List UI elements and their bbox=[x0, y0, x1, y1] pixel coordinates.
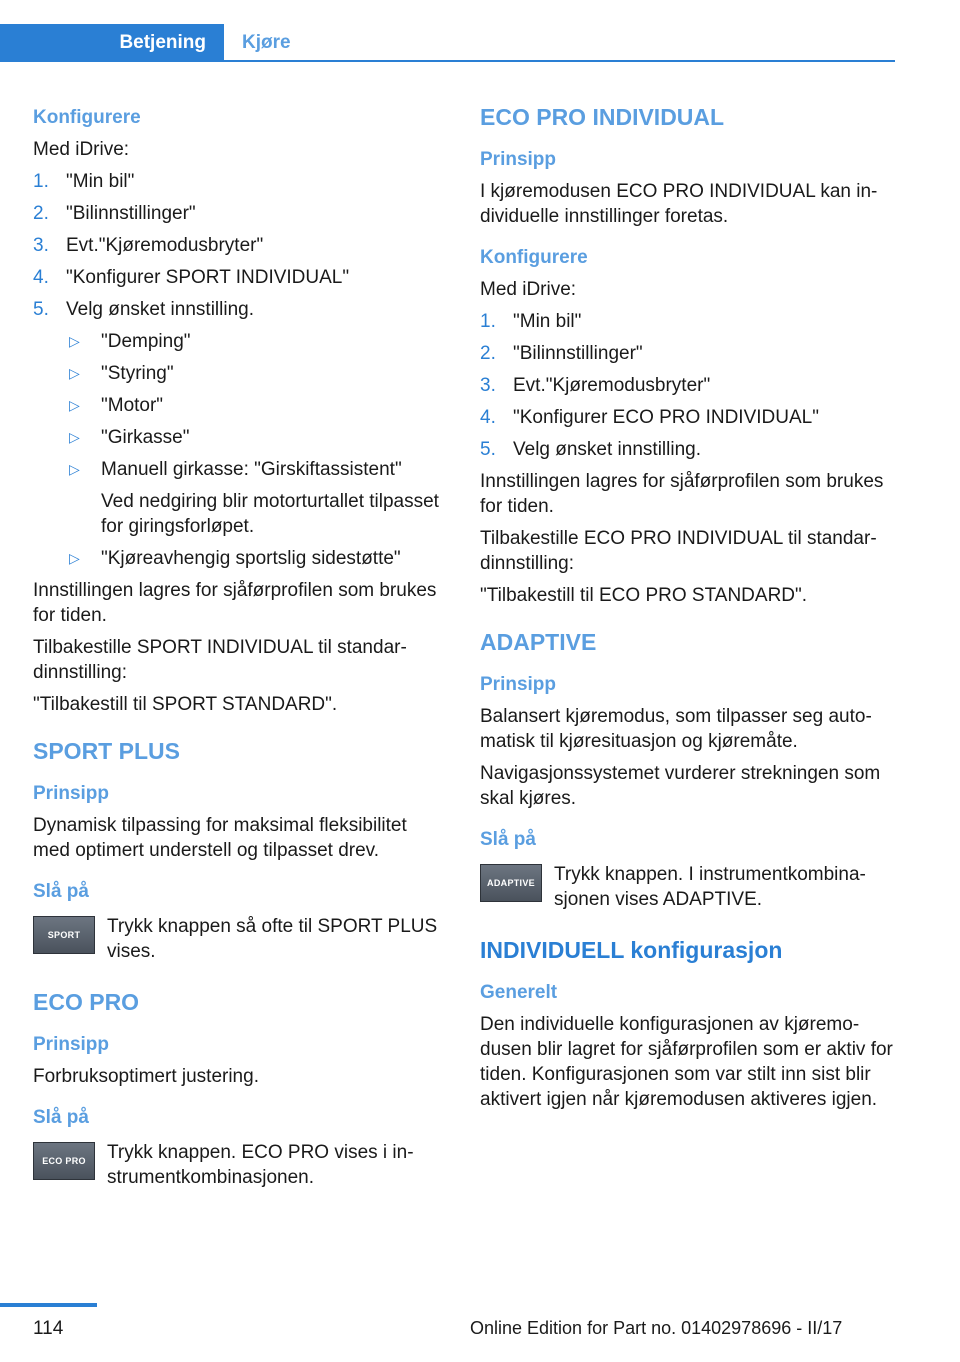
tab-betjening[interactable]: Betjening bbox=[0, 24, 224, 62]
eco-pro-button-row bbox=[33, 1140, 448, 1194]
step-number: 3. bbox=[33, 235, 49, 256]
activate-heading: Slå på bbox=[480, 829, 536, 850]
step-text: Evt."Kjøremodusbryter" bbox=[513, 375, 711, 396]
principle-text: Forbruksoptimert justering. bbox=[33, 1066, 259, 1087]
konfigurere-heading: Konfigurere bbox=[33, 107, 141, 128]
list-item bbox=[480, 341, 895, 366]
bullet-text: "Kjøreavhengig sportslig sidestøtte" bbox=[101, 548, 401, 569]
activate-text: Trykk knappen. I instrumentkombinasjonen vises ADAPTIVE. bbox=[554, 864, 866, 910]
eco-pro-individual-title: ECO PRO INDIVIDUAL bbox=[480, 104, 725, 130]
principle-heading: Prinsipp bbox=[33, 1034, 110, 1055]
step-number: 2. bbox=[33, 203, 49, 224]
step-number: 4. bbox=[33, 267, 49, 288]
activate-heading: Slå på bbox=[33, 881, 89, 902]
triangle-bullet-icon: ▷ bbox=[69, 550, 80, 566]
list-item bbox=[33, 265, 448, 290]
step-number: 5. bbox=[480, 439, 496, 460]
list-item bbox=[480, 405, 895, 430]
step-text: Evt."Kjøremodusbryter" bbox=[66, 235, 264, 256]
list-item bbox=[33, 297, 448, 322]
list-item bbox=[33, 169, 448, 194]
list-item bbox=[66, 425, 448, 450]
page-number: 114 bbox=[33, 1318, 64, 1339]
tab-kjore[interactable]: Kjøre bbox=[242, 32, 291, 53]
list-item bbox=[33, 201, 448, 226]
step-number: 3. bbox=[480, 375, 496, 396]
eco-pro-title: ECO PRO bbox=[33, 989, 140, 1015]
step-number: 4. bbox=[480, 407, 496, 428]
sport-button-row bbox=[33, 914, 448, 968]
edition-footer: Online Edition for Part no. 01402978696 - II/17 bbox=[470, 1318, 843, 1338]
eco-individual-steps bbox=[480, 309, 895, 462]
list-item bbox=[66, 546, 448, 571]
activate-heading: Slå på bbox=[33, 1107, 89, 1128]
principle-heading: Prinsipp bbox=[33, 783, 110, 804]
step-text: Velg ønsket innstilling. bbox=[66, 299, 254, 320]
step-text: "Min bil" bbox=[66, 171, 135, 192]
bullet-text: "Motor" bbox=[101, 395, 164, 416]
triangle-bullet-icon: ▷ bbox=[69, 461, 80, 477]
sport-button-image: SPORT bbox=[33, 916, 95, 954]
list-item bbox=[66, 457, 448, 539]
konfigurere-heading: Konfigurere bbox=[480, 247, 588, 268]
principle-heading: Prinsipp bbox=[480, 149, 557, 170]
principle-text: Balansert kjøremodus, som tilpasser seg automatisk til kjøresituasjon og kjøremåte. bbox=[480, 706, 872, 752]
list-item bbox=[66, 393, 448, 418]
principle-heading: Prinsipp bbox=[480, 674, 557, 695]
triangle-bullet-icon: ▷ bbox=[69, 397, 80, 413]
adaptive-button-row bbox=[480, 862, 895, 916]
setting-options bbox=[33, 329, 448, 571]
chapter-header bbox=[0, 24, 895, 62]
reset-note: Tilbakestille SPORT INDIVIDUAL til standardinnstilling: bbox=[33, 637, 407, 683]
principle-text: Dynamisk tilpassing for maksimal fleksibilitet med optimert understell og tilpasset drev. bbox=[33, 815, 407, 861]
individuell-title: INDIVIDUELL konfigurasjon bbox=[480, 937, 783, 963]
step-number: 5. bbox=[33, 299, 49, 320]
list-item bbox=[33, 233, 448, 258]
saved-note: Innstillingen lagres for sjåførprofilen som brukes for tiden. bbox=[33, 580, 437, 626]
bullet-text: "Demping" bbox=[101, 331, 191, 352]
step-text: Velg ønsket innstilling. bbox=[513, 439, 701, 460]
general-heading: Generelt bbox=[480, 982, 558, 1003]
triangle-bullet-icon: ▷ bbox=[69, 333, 80, 349]
triangle-bullet-icon: ▷ bbox=[69, 365, 80, 381]
page-number-rule bbox=[0, 1303, 97, 1307]
adaptive-title: ADAPTIVE bbox=[480, 629, 597, 655]
activate-text: Trykk knappen. ECO PRO vises i instrumentkombinasjonen. bbox=[107, 1142, 414, 1188]
step-text: "Bilinnstillinger" bbox=[66, 203, 196, 224]
principle-text: I kjøremodusen ECO PRO INDIVIDUAL kan individuelle innstillinger foretas. bbox=[480, 181, 878, 227]
step-text: "Bilinnstillinger" bbox=[513, 343, 643, 364]
idrive-intro: Med iDrive: bbox=[480, 279, 577, 300]
bullet-continuation: Ved nedgiring blir motorturtallet tilpasset for giringsforløpet. bbox=[101, 491, 439, 537]
general-text: Den individuelle konfigurasjonen av kjøremodusen blir lagret for sjåførprofilen som er aktiv for tiden. Konfigurasjonen som var stilt inn sist blir aktivert igjen når kjøremodusen aktiveres igjen. bbox=[480, 1014, 893, 1110]
step-number: 2. bbox=[480, 343, 496, 364]
navigation-text: Navigasjonssystemet vurderer strekningen som skal kjøres. bbox=[480, 763, 881, 809]
list-item bbox=[480, 373, 895, 398]
bullet-text: "Styring" bbox=[101, 363, 174, 384]
list-item bbox=[480, 309, 895, 334]
idrive-intro: Med iDrive: bbox=[33, 139, 130, 160]
right-column bbox=[480, 100, 895, 1112]
step-number: 1. bbox=[33, 171, 49, 192]
sport-plus-title: SPORT PLUS bbox=[33, 738, 180, 764]
step-number: 1. bbox=[480, 311, 496, 332]
reset-note: Tilbakestille ECO PRO INDIVIDUAL til standardinnstilling: bbox=[480, 528, 877, 574]
list-item bbox=[480, 437, 895, 462]
adaptive-button-image: ADAPTIVE bbox=[480, 864, 542, 902]
step-text: "Konfigurer ECO PRO INDIVIDUAL" bbox=[513, 407, 819, 428]
activate-text: Trykk knappen så ofte til SPORT PLUS vises. bbox=[107, 916, 438, 962]
bullet-text: Manuell girkasse: "Girskiftassistent" bbox=[101, 459, 402, 480]
reset-command: "Tilbakestill til SPORT STANDARD". bbox=[33, 694, 338, 715]
sport-individual-steps bbox=[33, 169, 448, 322]
step-text: "Min bil" bbox=[513, 311, 582, 332]
eco-pro-button-image: ECO PRO bbox=[33, 1142, 95, 1180]
reset-command: "Tilbakestill til ECO PRO STANDARD". bbox=[480, 585, 808, 606]
triangle-bullet-icon: ▷ bbox=[69, 429, 80, 445]
list-item bbox=[66, 329, 448, 354]
bullet-text: "Girkasse" bbox=[101, 427, 190, 448]
saved-note: Innstillingen lagres for sjåførprofilen som brukes for tiden. bbox=[480, 471, 884, 517]
left-column bbox=[33, 100, 448, 1194]
step-text: "Konfigurer SPORT INDIVIDUAL" bbox=[66, 267, 350, 288]
list-item bbox=[66, 361, 448, 386]
